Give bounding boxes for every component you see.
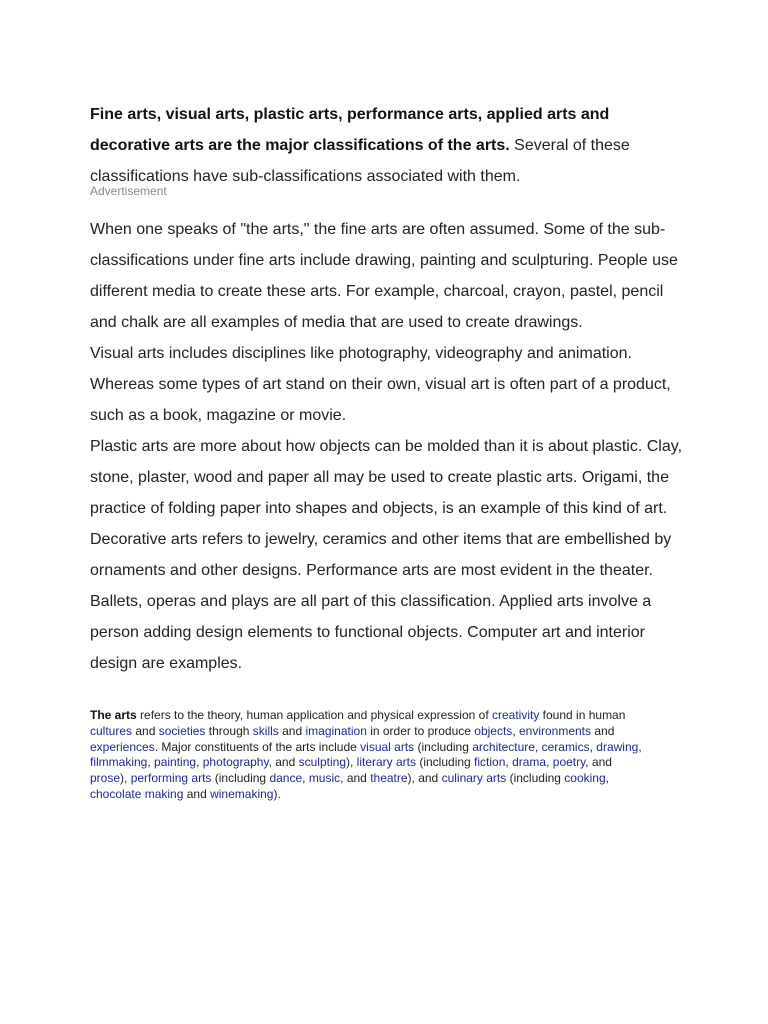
link-societies[interactable]: societies	[158, 723, 206, 738]
wiki-text: ,	[546, 755, 553, 770]
wiki-text: and	[278, 723, 306, 738]
wiki-text: , and	[340, 771, 371, 786]
paragraph-plastic-arts: Plastic arts are more about how objects can be molded than it is about plastic. Clay, stone, plaster, wood and paper all may be used to create plastic arts. Origami, the practice of folding paper into shapes and objects, is an example of this kind of art.	[90, 438, 683, 517]
link-painting[interactable]: painting	[154, 755, 197, 770]
link-objects[interactable]: objects	[474, 723, 513, 738]
paragraph-visual-arts: Visual arts includes disciplines like photography, videography and animation. Whereas some types of art stand on their own, visual art is often part of a product, such as a book, magazine or movie.	[90, 345, 671, 424]
wiki-text: refers to the theory, human application and physical expression of	[136, 708, 492, 722]
link-dance[interactable]: dance	[269, 771, 303, 786]
link-environments[interactable]: environments	[518, 723, 592, 738]
wiki-text: , and	[268, 755, 299, 770]
link-music[interactable]: music	[308, 771, 341, 786]
link-poetry[interactable]: poetry	[552, 755, 586, 770]
wiki-text: and	[591, 723, 615, 738]
wiki-text: ,	[534, 739, 542, 754]
wiki-text: (including	[211, 771, 270, 786]
wiki-text: and	[183, 786, 211, 801]
wiki-text: (including	[416, 755, 475, 770]
wiki-text: (including	[506, 771, 565, 786]
intro-bold-text: Fine arts, visual arts, plastic arts, performance arts, applied arts and decorative arts are the major classifications of the arts.	[90, 106, 610, 154]
link-architecture[interactable]: architecture	[472, 739, 535, 754]
intro-paragraph	[90, 99, 690, 192]
paragraph-fine-arts: When one speaks of "the arts," the fine arts are often assumed. Some of the sub-classifications under fine arts include drawing, painting and sculpturing. People use different media to create these arts. For example, charcoal, crayon, pastel, pencil and chalk are all examples of media that are used to create drawings.	[90, 221, 678, 331]
link-performing-arts[interactable]: performing arts	[130, 771, 212, 786]
document-page	[90, 99, 690, 803]
wiki-lead-term: The arts	[90, 708, 137, 722]
link-theatre[interactable]: theatre	[370, 771, 408, 786]
wiki-text: ,	[147, 755, 155, 770]
link-drawing[interactable]: drawing	[596, 739, 639, 754]
link-ceramics[interactable]: ceramics	[541, 739, 590, 754]
link-culinary-arts[interactable]: culinary arts	[441, 771, 507, 786]
wiki-text: found in human	[539, 708, 626, 722]
wiki-text: ),	[120, 771, 131, 786]
wiki-text: ,	[505, 755, 513, 770]
link-prose[interactable]: prose	[90, 771, 121, 786]
link-literary-arts[interactable]: literary arts	[356, 755, 417, 770]
wiki-text: ,	[605, 771, 610, 786]
wiki-text: . Major constituents of the arts include	[154, 739, 361, 754]
wiki-text: and	[132, 723, 159, 738]
wiki-excerpt	[90, 708, 650, 803]
advertisement-label: Advertisement	[90, 184, 167, 198]
wiki-text: ), and	[407, 771, 442, 786]
link-visual-arts[interactable]: visual arts	[360, 739, 415, 754]
intro-rest-text: Several of these classifications have sub-classifications associated with them.	[90, 137, 630, 185]
wiki-text: ,	[589, 739, 597, 754]
wiki-text: ,	[302, 771, 309, 786]
wiki-text: (including	[414, 739, 473, 754]
link-chocolate-making[interactable]: chocolate making	[90, 786, 184, 801]
wiki-text: ),	[346, 755, 357, 770]
wiki-text: ,	[638, 739, 642, 754]
link-experiences[interactable]: experiences	[90, 739, 155, 754]
wiki-text: ).	[273, 786, 281, 801]
link-cooking[interactable]: cooking	[564, 771, 606, 786]
wiki-text: ,	[196, 755, 203, 770]
link-winemaking[interactable]: winemaking	[210, 786, 274, 801]
paragraph-decorative-arts: Decorative arts refers to jewelry, ceramics and other items that are embellished by ornaments and other designs. Performance arts are most evident in the theater. Ballets, operas and plays are all part of this classification. Applied arts involve a person adding design elements to functional objects. Computer art and interior design are examples.	[90, 531, 672, 672]
link-imagination[interactable]: imagination	[305, 723, 367, 738]
link-skills[interactable]: skills	[252, 723, 279, 738]
link-sculpting[interactable]: sculpting	[298, 755, 346, 770]
wiki-text: in order to produce	[366, 723, 475, 738]
link-cultures[interactable]: cultures	[90, 723, 133, 738]
link-creativity[interactable]: creativity	[492, 708, 540, 722]
wiki-text: through	[205, 723, 253, 738]
link-filmmaking[interactable]: filmmaking	[90, 755, 148, 770]
link-drama[interactable]: drama	[512, 755, 547, 770]
wiki-text: , and	[585, 755, 612, 770]
link-fiction[interactable]: fiction	[474, 755, 506, 770]
link-photography[interactable]: photography	[202, 755, 269, 770]
article-body	[90, 214, 690, 679]
wiki-text: ,	[512, 723, 519, 738]
